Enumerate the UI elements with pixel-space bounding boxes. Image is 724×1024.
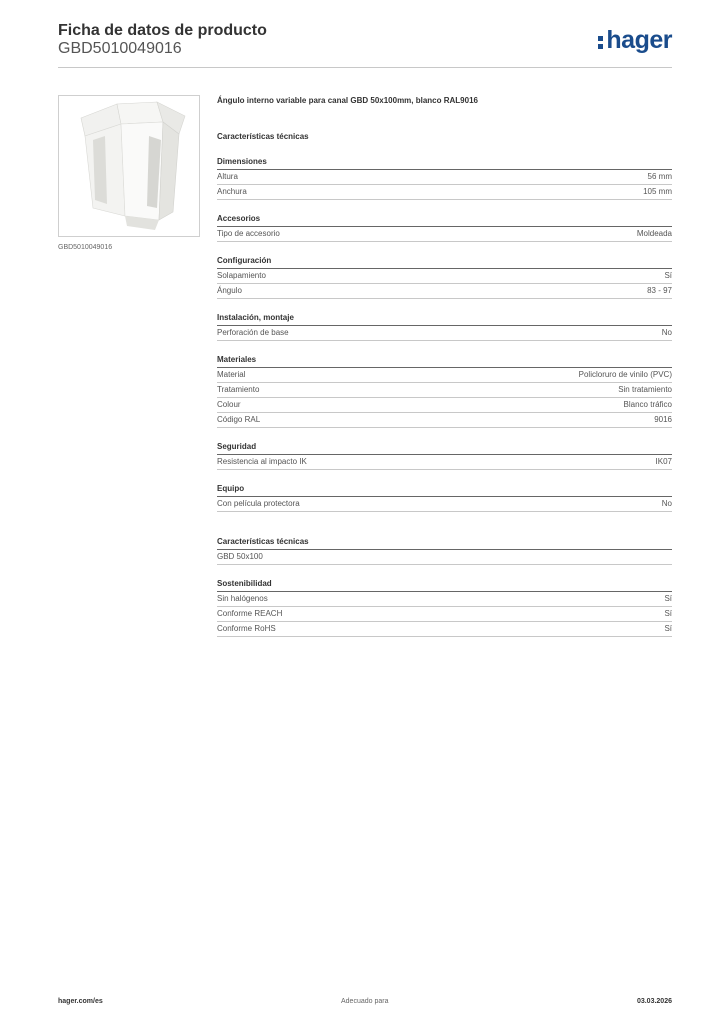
hager-logo — [598, 26, 672, 55]
spec-row-anchura — [217, 185, 672, 200]
spec-row-gbd — [217, 550, 672, 565]
spec-row-material — [217, 368, 672, 383]
spec-row-codigo-ral — [217, 413, 672, 428]
spec-label: Altura — [217, 172, 238, 181]
spec-row-angulo — [217, 284, 672, 299]
spec-label: Resistencia al impacto IK — [217, 457, 307, 466]
spec-row-sin-halogenos — [217, 592, 672, 607]
spec-row-tipo-accesorio — [217, 227, 672, 242]
spec-value: IK07 — [655, 457, 672, 466]
logo-text: hager — [606, 26, 672, 54]
spec-label: Solapamiento — [217, 271, 266, 280]
spec-value: Moldeada — [636, 229, 672, 238]
footer-date: 03.03.2026 — [636, 998, 672, 1005]
spec-row-perforacion — [217, 326, 672, 341]
group-title-configuracion: Configuración — [217, 255, 672, 269]
group-title-accesorios: Accesorios — [217, 213, 672, 227]
spec-row-reach — [217, 607, 672, 622]
spec-value: No — [661, 328, 672, 337]
spec-value: Sin tratamiento — [618, 385, 672, 394]
product-image — [58, 95, 200, 237]
spec-label: Tratamiento — [217, 385, 260, 394]
spec-value: No — [661, 499, 672, 508]
spec-row-altura — [217, 170, 672, 185]
spec-label: Colour — [217, 400, 241, 409]
group-title-materiales: Materiales — [217, 354, 672, 368]
image-caption: GBD5010049016 — [58, 244, 113, 251]
spec-label: Conforme RoHS — [217, 624, 276, 633]
footer-suitable: Adecuado para — [341, 998, 389, 1005]
specifications — [217, 95, 672, 637]
spec-value: Policloruro de vinilo (PVC) — [578, 370, 672, 379]
group-title-dimensiones: Dimensiones — [217, 156, 672, 170]
spec-label: Con película protectora — [217, 499, 300, 508]
product-description: Ángulo interno variable para canal GBD 50x100mm, blanco RAL9016 — [217, 96, 478, 105]
spec-value: Sí — [664, 609, 672, 618]
spec-value: Sí — [664, 624, 672, 633]
product-code: GBD5010049016 — [58, 40, 182, 57]
spec-label: GBD 50x100 — [217, 552, 263, 561]
header-divider — [58, 67, 672, 68]
spec-label: Sin halógenos — [217, 594, 268, 603]
spec-label: Ángulo — [217, 286, 242, 295]
spec-label: Material — [217, 370, 246, 379]
spec-row-tratamiento — [217, 383, 672, 398]
group-title-instalacion: Instalación, montaje — [217, 312, 672, 326]
spec-row-colour — [217, 398, 672, 413]
spec-row-pelicula — [217, 497, 672, 512]
logo-dots-icon — [598, 33, 604, 49]
spec-value: 9016 — [654, 415, 672, 424]
spec-value: Sí — [664, 594, 672, 603]
spec-row-resistencia-ik — [217, 455, 672, 470]
spec-row-solapamiento — [217, 269, 672, 284]
spec-value: 56 mm — [647, 172, 672, 181]
website-link[interactable]: hager.com/es — [58, 998, 103, 1005]
spec-value: 83 - 97 — [647, 286, 672, 295]
spec-value: Sí — [664, 271, 672, 280]
group-title-caracteristicas-2: Características técnicas — [217, 536, 672, 550]
group-title-sostenibilidad: Sostenibilidad — [217, 578, 672, 592]
spec-row-rohs — [217, 622, 672, 637]
corner-fitting-picture — [59, 96, 199, 236]
section-title-caracteristicas: Características técnicas — [217, 132, 309, 141]
spec-label: Conforme REACH — [217, 609, 283, 618]
spec-label: Tipo de accesorio — [217, 229, 280, 238]
page-title: Ficha de datos de producto — [58, 22, 267, 39]
spec-label: Perforación de base — [217, 328, 289, 337]
spec-value: 105 mm — [643, 187, 672, 196]
group-title-seguridad: Seguridad — [217, 441, 672, 455]
spec-label: Anchura — [217, 187, 247, 196]
spec-label: Código RAL — [217, 415, 261, 424]
spec-value: Blanco tráfico — [623, 400, 672, 409]
group-title-equipo: Equipo — [217, 483, 672, 497]
